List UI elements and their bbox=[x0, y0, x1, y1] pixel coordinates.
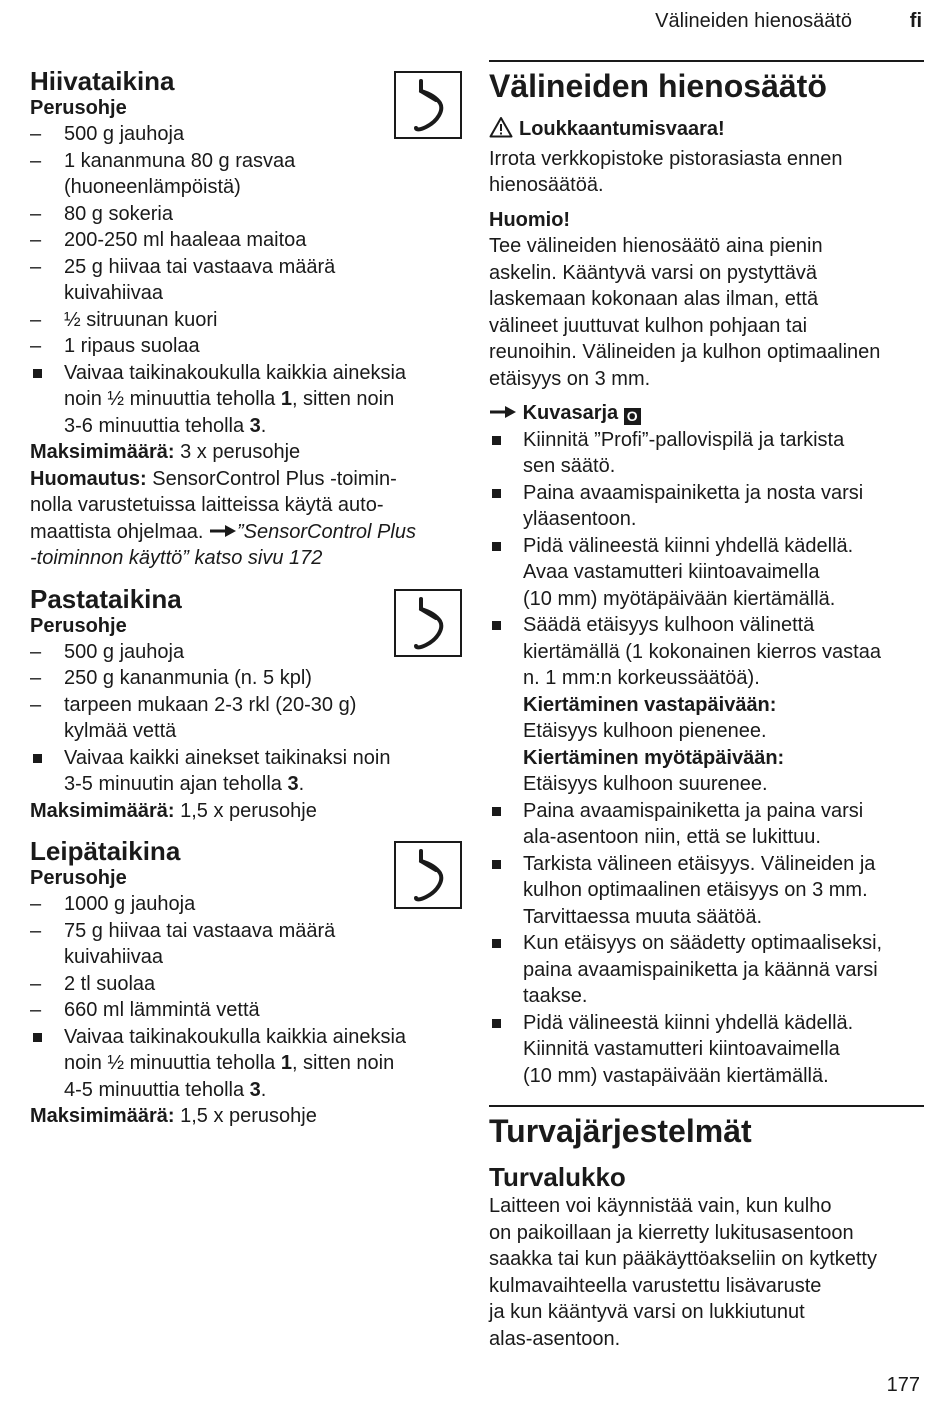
list-item-line: kylmää vettä bbox=[64, 720, 177, 742]
bold-value: 3 bbox=[249, 1078, 261, 1101]
note-text: nolla varustetuissa laitteissa käytä auto- bbox=[30, 494, 384, 516]
recipe-block bbox=[30, 584, 470, 825]
max-amount bbox=[30, 798, 470, 825]
list-item-line: (huoneenlämpöistä) bbox=[64, 176, 241, 198]
header-section-title: Välineiden hienosäätö bbox=[655, 10, 852, 32]
list-item bbox=[30, 918, 470, 971]
list-item bbox=[30, 745, 470, 798]
list-item-line: kuivahiivaa bbox=[64, 282, 163, 304]
square-bullet-icon bbox=[492, 489, 501, 498]
list-item bbox=[30, 665, 470, 692]
bold-value: 1 bbox=[280, 1052, 292, 1074]
list-item-line: Vaivaa taikinakoukulla kaikkia aineksia bbox=[64, 361, 407, 384]
list-item-line: 25 g hiivaa tai vastaava määrä bbox=[64, 255, 336, 278]
list-item-line: 4-5 minuuttia teholla 3. bbox=[64, 1078, 267, 1101]
list-item bbox=[30, 891, 470, 918]
step-line: (10 mm) vastapäivään kiertämällä. bbox=[523, 1064, 829, 1087]
list-item-line: Vaivaa taikinakoukulla kaikkia aineksia bbox=[64, 1025, 407, 1048]
list-item-line: 500 g jauhoja bbox=[64, 123, 185, 145]
warning-heading bbox=[489, 116, 924, 146]
note-link: ”SensorControl Plus bbox=[236, 520, 416, 543]
max-amount-label: Maksimimäärä: bbox=[30, 441, 175, 463]
dash-bullet: – bbox=[30, 123, 42, 145]
ingredient-list bbox=[30, 121, 470, 439]
step-line: Tarvittaessa muuta säätöä. bbox=[523, 905, 763, 928]
step-line: paina avaamispainiketta ja käännä varsi bbox=[523, 958, 878, 981]
step-item bbox=[489, 930, 924, 1010]
caution-title: Huomio! bbox=[489, 208, 571, 231]
step-line: Kiertäminen myötäpäivään: bbox=[523, 746, 785, 769]
step-line: yläasentoon. bbox=[523, 508, 637, 530]
dash-bullet: – bbox=[30, 229, 42, 251]
max-amount bbox=[30, 439, 470, 466]
caution-line: etäisyys on 3 mm. bbox=[489, 367, 651, 390]
note-paragraph bbox=[30, 466, 470, 572]
step-note bbox=[489, 692, 924, 719]
list-item bbox=[30, 254, 470, 307]
warning-title: Loukkaantumisvaara! bbox=[519, 118, 725, 140]
max-amount-label: Maksimimäärä: bbox=[30, 799, 175, 822]
list-item bbox=[30, 201, 470, 228]
ingredient-list bbox=[30, 639, 470, 798]
dash-bullet: – bbox=[30, 893, 42, 915]
list-item-line: Vaivaa kaikki ainekset taikinaksi noin bbox=[64, 746, 391, 769]
header-language-code: fi bbox=[909, 10, 922, 32]
step-item bbox=[489, 612, 924, 692]
dash-bullet: – bbox=[30, 308, 42, 331]
step-line: Kiertäminen vastapäivään: bbox=[523, 693, 777, 716]
list-item bbox=[30, 997, 470, 1024]
step-line: Avaa vastamutteri kiintoavaimella bbox=[523, 561, 820, 583]
page-header bbox=[0, 8, 950, 38]
list-item-line: 500 g jauhoja bbox=[64, 640, 185, 663]
step-item bbox=[489, 533, 924, 613]
list-item-line: kuivahiivaa bbox=[64, 946, 163, 968]
list-item-line: tarpeen mukaan 2-3 rkl (20-30 g) bbox=[64, 693, 357, 716]
list-item-line: noin ½ minuuttia teholla 1, sitten noin bbox=[64, 388, 395, 410]
step-line: Tarkista välineen etäisyys. Välineiden ja bbox=[523, 852, 876, 875]
section-title-safety: Turvajärjestelmät bbox=[489, 1105, 924, 1151]
list-item-line: 75 g hiivaa tai vastaava määrä bbox=[64, 919, 336, 942]
page-number: 177 bbox=[886, 1374, 920, 1396]
step-line: taakse. bbox=[523, 985, 588, 1007]
square-bullet-icon bbox=[492, 621, 501, 630]
figure-id-badge: O bbox=[624, 408, 641, 425]
section-title-adjustment: Välineiden hienosäätö bbox=[489, 60, 924, 106]
list-item-line: 250 g kananmunia (n. 5 kpl) bbox=[64, 667, 312, 689]
square-bullet-icon bbox=[33, 754, 42, 763]
list-item-line: 80 g sokeria bbox=[64, 202, 173, 225]
note-label: Huomautus: bbox=[30, 467, 147, 490]
list-item-line: ½ sitruunan kuori bbox=[64, 308, 218, 331]
step-line: Paina avaamispainiketta ja paina varsi bbox=[523, 799, 864, 822]
recipe-title: Leipätaikina bbox=[30, 836, 181, 866]
subsection-title-lock: Turvalukko bbox=[489, 1162, 626, 1192]
recipe-subtitle: Perusohje bbox=[30, 97, 127, 119]
list-item bbox=[30, 121, 470, 148]
bold-value: 3 bbox=[249, 414, 261, 437]
right-column bbox=[489, 60, 924, 1352]
max-amount-value: 1,5 x perusohje bbox=[174, 799, 317, 822]
step-line: Kiinnitä vastamutteri kiintoavaimella bbox=[523, 1038, 840, 1060]
caution-line: askelin. Kääntyvä varsi on pystyttävä bbox=[489, 261, 817, 284]
step-line: ala-asentoon niin, että se lukittuu. bbox=[523, 826, 821, 848]
ingredient-list bbox=[30, 891, 470, 1103]
recipe-subtitle: Perusohje bbox=[30, 614, 127, 637]
list-item-line: 3-6 minuuttia teholla 3. bbox=[64, 414, 267, 437]
dash-bullet: – bbox=[30, 972, 42, 995]
square-bullet-icon bbox=[492, 436, 501, 445]
dash-bullet: – bbox=[30, 999, 42, 1021]
step-line: (10 mm) myötäpäivään kiertämällä. bbox=[523, 587, 836, 610]
warning-triangle-icon bbox=[489, 116, 513, 146]
square-bullet-icon bbox=[492, 860, 501, 869]
recipe-title: Hiivataikina bbox=[30, 66, 175, 96]
list-item bbox=[30, 692, 470, 745]
lock-line: alas-asentoon. bbox=[489, 1327, 621, 1350]
step-line: Pidä välineestä kiinni yhdellä kädellä. bbox=[523, 534, 854, 557]
caution-line: välineet juuttuvat kulhon pohjaan tai bbox=[489, 314, 808, 337]
step-item bbox=[489, 427, 924, 480]
caution-text bbox=[489, 233, 924, 392]
lock-line: kulmavaihteella varustettu lisävaruste bbox=[489, 1274, 822, 1297]
dash-bullet: – bbox=[30, 202, 42, 225]
list-item bbox=[30, 639, 470, 666]
step-line: Paina avaamispainiketta ja nosta varsi bbox=[523, 481, 864, 504]
step-item bbox=[489, 851, 924, 931]
square-bullet-icon bbox=[492, 939, 501, 948]
square-bullet-icon bbox=[492, 807, 501, 816]
step-item bbox=[489, 798, 924, 851]
list-item-line: 3-5 minuutin ajan teholla 3. bbox=[64, 773, 305, 795]
warning-text bbox=[489, 146, 924, 199]
list-item bbox=[30, 333, 470, 360]
dash-bullet: – bbox=[30, 640, 42, 663]
step-line: Kiinnitä ”Profi”-pallovispilä ja tarkista bbox=[523, 428, 845, 451]
square-bullet-icon bbox=[492, 542, 501, 551]
dash-bullet: – bbox=[30, 255, 42, 278]
lock-line: saakka tai kun pääkäyttöakseliin on kytketty bbox=[489, 1248, 877, 1270]
max-amount-value: 1,5 x perusohje bbox=[174, 1105, 317, 1127]
warning-line: Irrota verkkopistoke pistorasiasta ennen bbox=[489, 147, 843, 170]
recipe-title: Pastataikina bbox=[30, 583, 182, 614]
recipe-block bbox=[30, 66, 470, 572]
caution-line: laskemaan kokonaan alas ilman, että bbox=[489, 288, 819, 310]
step-note bbox=[489, 771, 924, 798]
list-item bbox=[30, 307, 470, 334]
square-bullet-icon bbox=[33, 369, 42, 378]
lock-line: ja kun kääntyvä varsi on lukkiutunut bbox=[489, 1301, 805, 1323]
figure-reference bbox=[489, 400, 924, 427]
list-item-line: 1 ripaus suolaa bbox=[64, 335, 200, 357]
step-line: Etäisyys kulhoon suurenee. bbox=[523, 773, 768, 795]
step-note bbox=[489, 745, 924, 772]
lock-line: on paikoillaan ja kierretty lukitusasentoon bbox=[489, 1221, 854, 1244]
arrow-right-icon bbox=[489, 400, 517, 427]
step-item bbox=[489, 1010, 924, 1090]
recipe-block bbox=[30, 836, 470, 1130]
max-amount-label: Maksimimäärä: bbox=[30, 1105, 175, 1127]
step-line: sen säätö. bbox=[523, 455, 616, 477]
list-item bbox=[30, 227, 470, 254]
dash-bullet: – bbox=[30, 335, 42, 357]
caution-line: reunoihin. Välineiden ja kulhon optimaalinen bbox=[489, 341, 881, 363]
step-line: kulhon optimaalinen etäisyys on 3 mm. bbox=[523, 879, 868, 901]
list-item-line: 660 ml lämmintä vettä bbox=[64, 999, 260, 1021]
note-text: SensorControl Plus -toimin- bbox=[146, 467, 397, 490]
dash-bullet: – bbox=[30, 693, 42, 716]
list-item bbox=[30, 971, 470, 998]
lock-text bbox=[489, 1193, 924, 1352]
adjustment-steps-list bbox=[489, 427, 924, 1090]
dash-bullet: – bbox=[30, 667, 42, 689]
step-line: Pidä välineestä kiinni yhdellä kädellä. bbox=[523, 1011, 854, 1034]
caution-line: Tee välineiden hienosäätö aina pienin bbox=[489, 235, 823, 257]
step-line: n. 1 mm:n korkeussäätöä). bbox=[523, 667, 760, 689]
step-item bbox=[489, 480, 924, 533]
list-item-line: noin ½ minuuttia teholla 1, sitten noin bbox=[64, 1052, 395, 1074]
step-note bbox=[489, 718, 924, 745]
bold-value: 1 bbox=[280, 388, 292, 410]
bold-value: 3 bbox=[287, 773, 299, 795]
step-line: Säädä etäisyys kulhoon välinettä bbox=[523, 614, 815, 636]
note-text: maattista ohjelmaa. bbox=[30, 520, 209, 543]
max-amount-value: 3 x perusohje bbox=[174, 441, 301, 463]
list-item-line: 200-250 ml haaleaa maitoa bbox=[64, 229, 307, 251]
max-amount bbox=[30, 1103, 470, 1130]
note-link: -toiminnon käyttö” katso sivu 172 bbox=[30, 547, 323, 569]
recipe-subtitle: Perusohje bbox=[30, 867, 127, 889]
step-line: Etäisyys kulhoon pienenee. bbox=[523, 720, 767, 742]
list-item bbox=[30, 1024, 470, 1104]
left-column bbox=[30, 66, 470, 1130]
square-bullet-icon bbox=[492, 1019, 501, 1028]
list-item bbox=[30, 148, 470, 201]
figure-label: Kuvasarja bbox=[522, 402, 619, 424]
dash-bullet: – bbox=[30, 149, 42, 172]
square-bullet-icon bbox=[33, 1033, 42, 1042]
list-item-line: 1 kananmuna 80 g rasvaa bbox=[64, 149, 296, 172]
dash-bullet: – bbox=[30, 919, 42, 942]
list-item-line: 1000 g jauhoja bbox=[64, 893, 196, 915]
list-item bbox=[30, 360, 470, 440]
lock-line: Laitteen voi käynnistää vain, kun kulho bbox=[489, 1195, 832, 1217]
step-line: kiertämällä (1 kokonainen kierros vastaa bbox=[523, 640, 881, 663]
list-item-line: 2 tl suolaa bbox=[64, 972, 156, 995]
warning-line: hienosäätöä. bbox=[489, 174, 604, 196]
arrow-right-icon bbox=[209, 519, 237, 546]
step-line: Kun etäisyys on säädetty optimaaliseksi, bbox=[523, 932, 883, 954]
